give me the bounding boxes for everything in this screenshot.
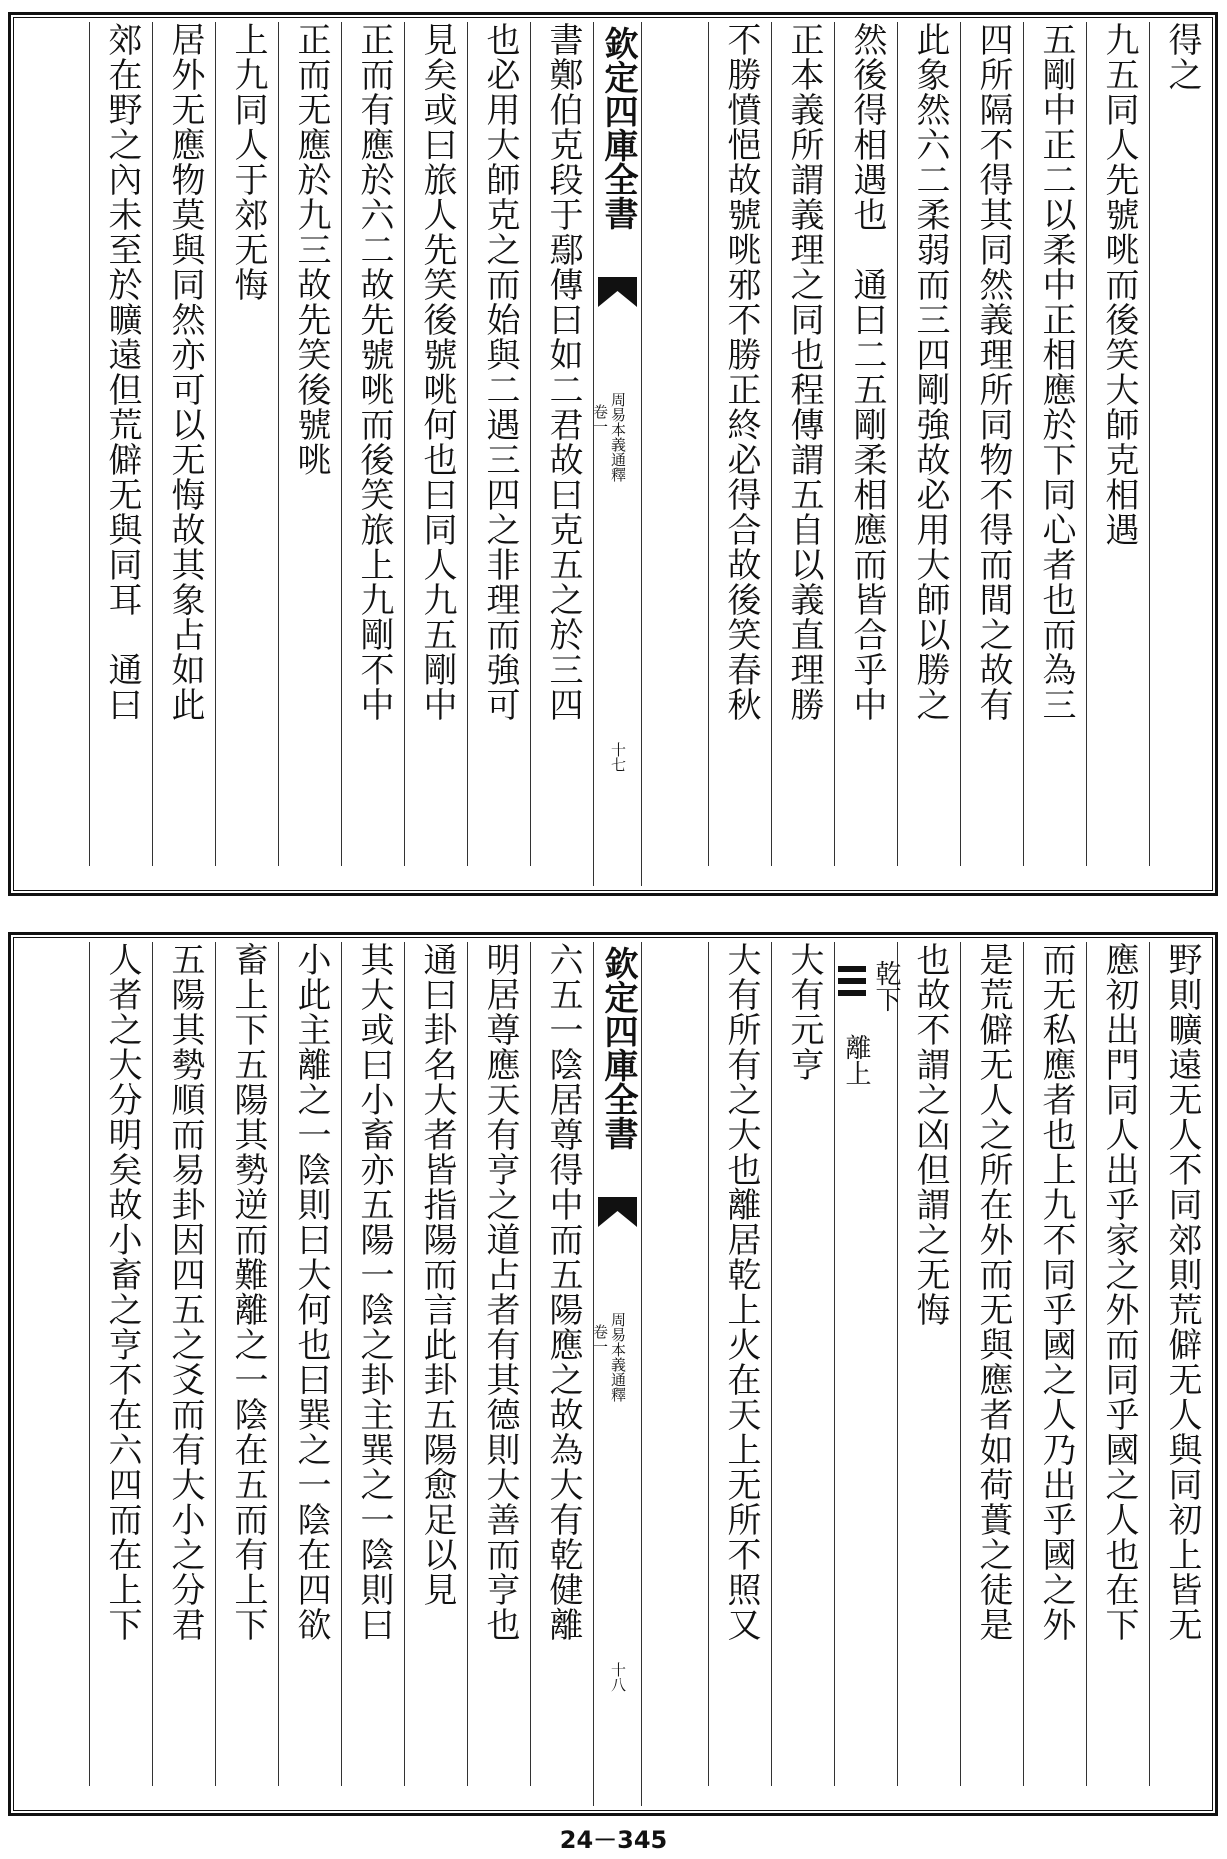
text-column: 此象然六二柔弱而三四剛強故必用大師以勝之	[897, 22, 961, 866]
text-column: 居外无應物莫與同然亦可以无悔故其象占如此	[152, 22, 216, 866]
text-column: 畜上下五陽其勢逆而難離之一陰在五而有上下	[215, 942, 279, 1786]
gutter-volume: 卷一	[591, 404, 609, 434]
text-column: 正而无應於九三故先笑後號咷	[278, 22, 342, 866]
text-column: 不勝憤悒故號咷邪不勝正終必得合故後笑春秋	[708, 22, 772, 866]
gutter-volume: 卷一	[591, 1324, 609, 1354]
page-footer-number: 24－345	[559, 1826, 668, 1854]
gutter-page-number: 十七	[609, 742, 627, 772]
text-column: 其大或曰小畜亦五陽一陰之卦主巽之一陰則曰	[341, 942, 405, 1786]
text-column: 而无私應者也上九不同乎國之人乃出乎國之外	[1023, 942, 1087, 1786]
gutter-book-subtitle: 周易本義通釋	[609, 392, 627, 482]
text-column: 得之	[1149, 22, 1213, 866]
text-column: 郊在野之內未至於曠遠但荒僻无與同耳 通曰	[89, 22, 153, 866]
text-column: 也故不謂之凶但謂之无悔	[897, 942, 961, 1786]
text-column: 也必用大師克之而始與二遇三四之非理而強可	[467, 22, 531, 866]
text-column: 小此主離之一陰則曰大何也曰巽之一陰在四欲	[278, 942, 342, 1786]
text-column: 大有所有之大也離居乾上火在天上无所不照又	[708, 942, 772, 1786]
text-column: 人者之大分明矣故小畜之亨不在六四而在上下	[89, 942, 153, 1786]
top-gutter	[593, 22, 642, 886]
hexagram-lower-label: 離上	[841, 1034, 871, 1086]
text-column: 是荒僻无人之所在外而无與應者如荷蕢之徒是	[960, 942, 1024, 1786]
text-column: 九五同人先號咷而後笑大師克相遇	[1086, 22, 1150, 866]
text-column: 四所隔不得其同然義理所同物不得而間之故有	[960, 22, 1024, 866]
gutter-book-title: 欽定四庫全書	[598, 946, 638, 1150]
gutter-book-title: 欽定四庫全書	[598, 26, 638, 230]
text-column: 五剛中正二以柔中正相應於下同心者也而為三	[1023, 22, 1087, 866]
text-column: 上九同人于郊无悔	[215, 22, 279, 866]
text-column: 通曰卦名大者皆指陽而言此卦五陽愈足以見	[404, 942, 468, 1786]
bottom-gutter	[593, 942, 642, 1806]
text-column: 應初出門同人出乎家之外而同乎國之人也在下	[1086, 942, 1150, 1786]
hexagram-block	[834, 942, 901, 1142]
bottom-page	[0, 920, 1227, 1820]
gutter-page-number: 十八	[609, 1662, 627, 1692]
text-column: 六五一陰居尊得中而五陽應之故為大有乾健離	[530, 942, 594, 1786]
text-column: 然後得相遇也 通曰二五剛柔相應而皆合乎中	[834, 22, 898, 866]
text-column: 見矣或曰旅人先笑後號咷何也曰同人九五剛中	[404, 22, 468, 866]
text-column: 正本義所謂義理之同也程傳謂五自以義直理勝	[771, 22, 835, 866]
text-column: 大有元亨	[771, 942, 835, 1786]
text-column: 明居尊應天有亨之道占者有其德則大善而亨也	[467, 942, 531, 1786]
fish-tail-mark-icon	[598, 277, 637, 307]
top-page	[0, 0, 1227, 900]
text-column: 書鄭伯克段于鄢傳曰如二君故曰克五之於三四	[530, 22, 594, 866]
fish-tail-mark-icon	[598, 1197, 637, 1227]
gutter-book-subtitle: 周易本義通釋	[609, 1312, 627, 1402]
hexagram-upper-label: 乾下	[871, 960, 901, 1012]
text-column: 正而有應於六二故先號咷而後笑旅上九剛不中	[341, 22, 405, 866]
hexagram-trigram-icon	[838, 966, 866, 1002]
text-column: 野則曠遠无人不同郊則荒僻无人與同初上皆无	[1149, 942, 1213, 1786]
text-column: 五陽其勢順而易卦因四五之爻而有大小之分君	[152, 942, 216, 1786]
